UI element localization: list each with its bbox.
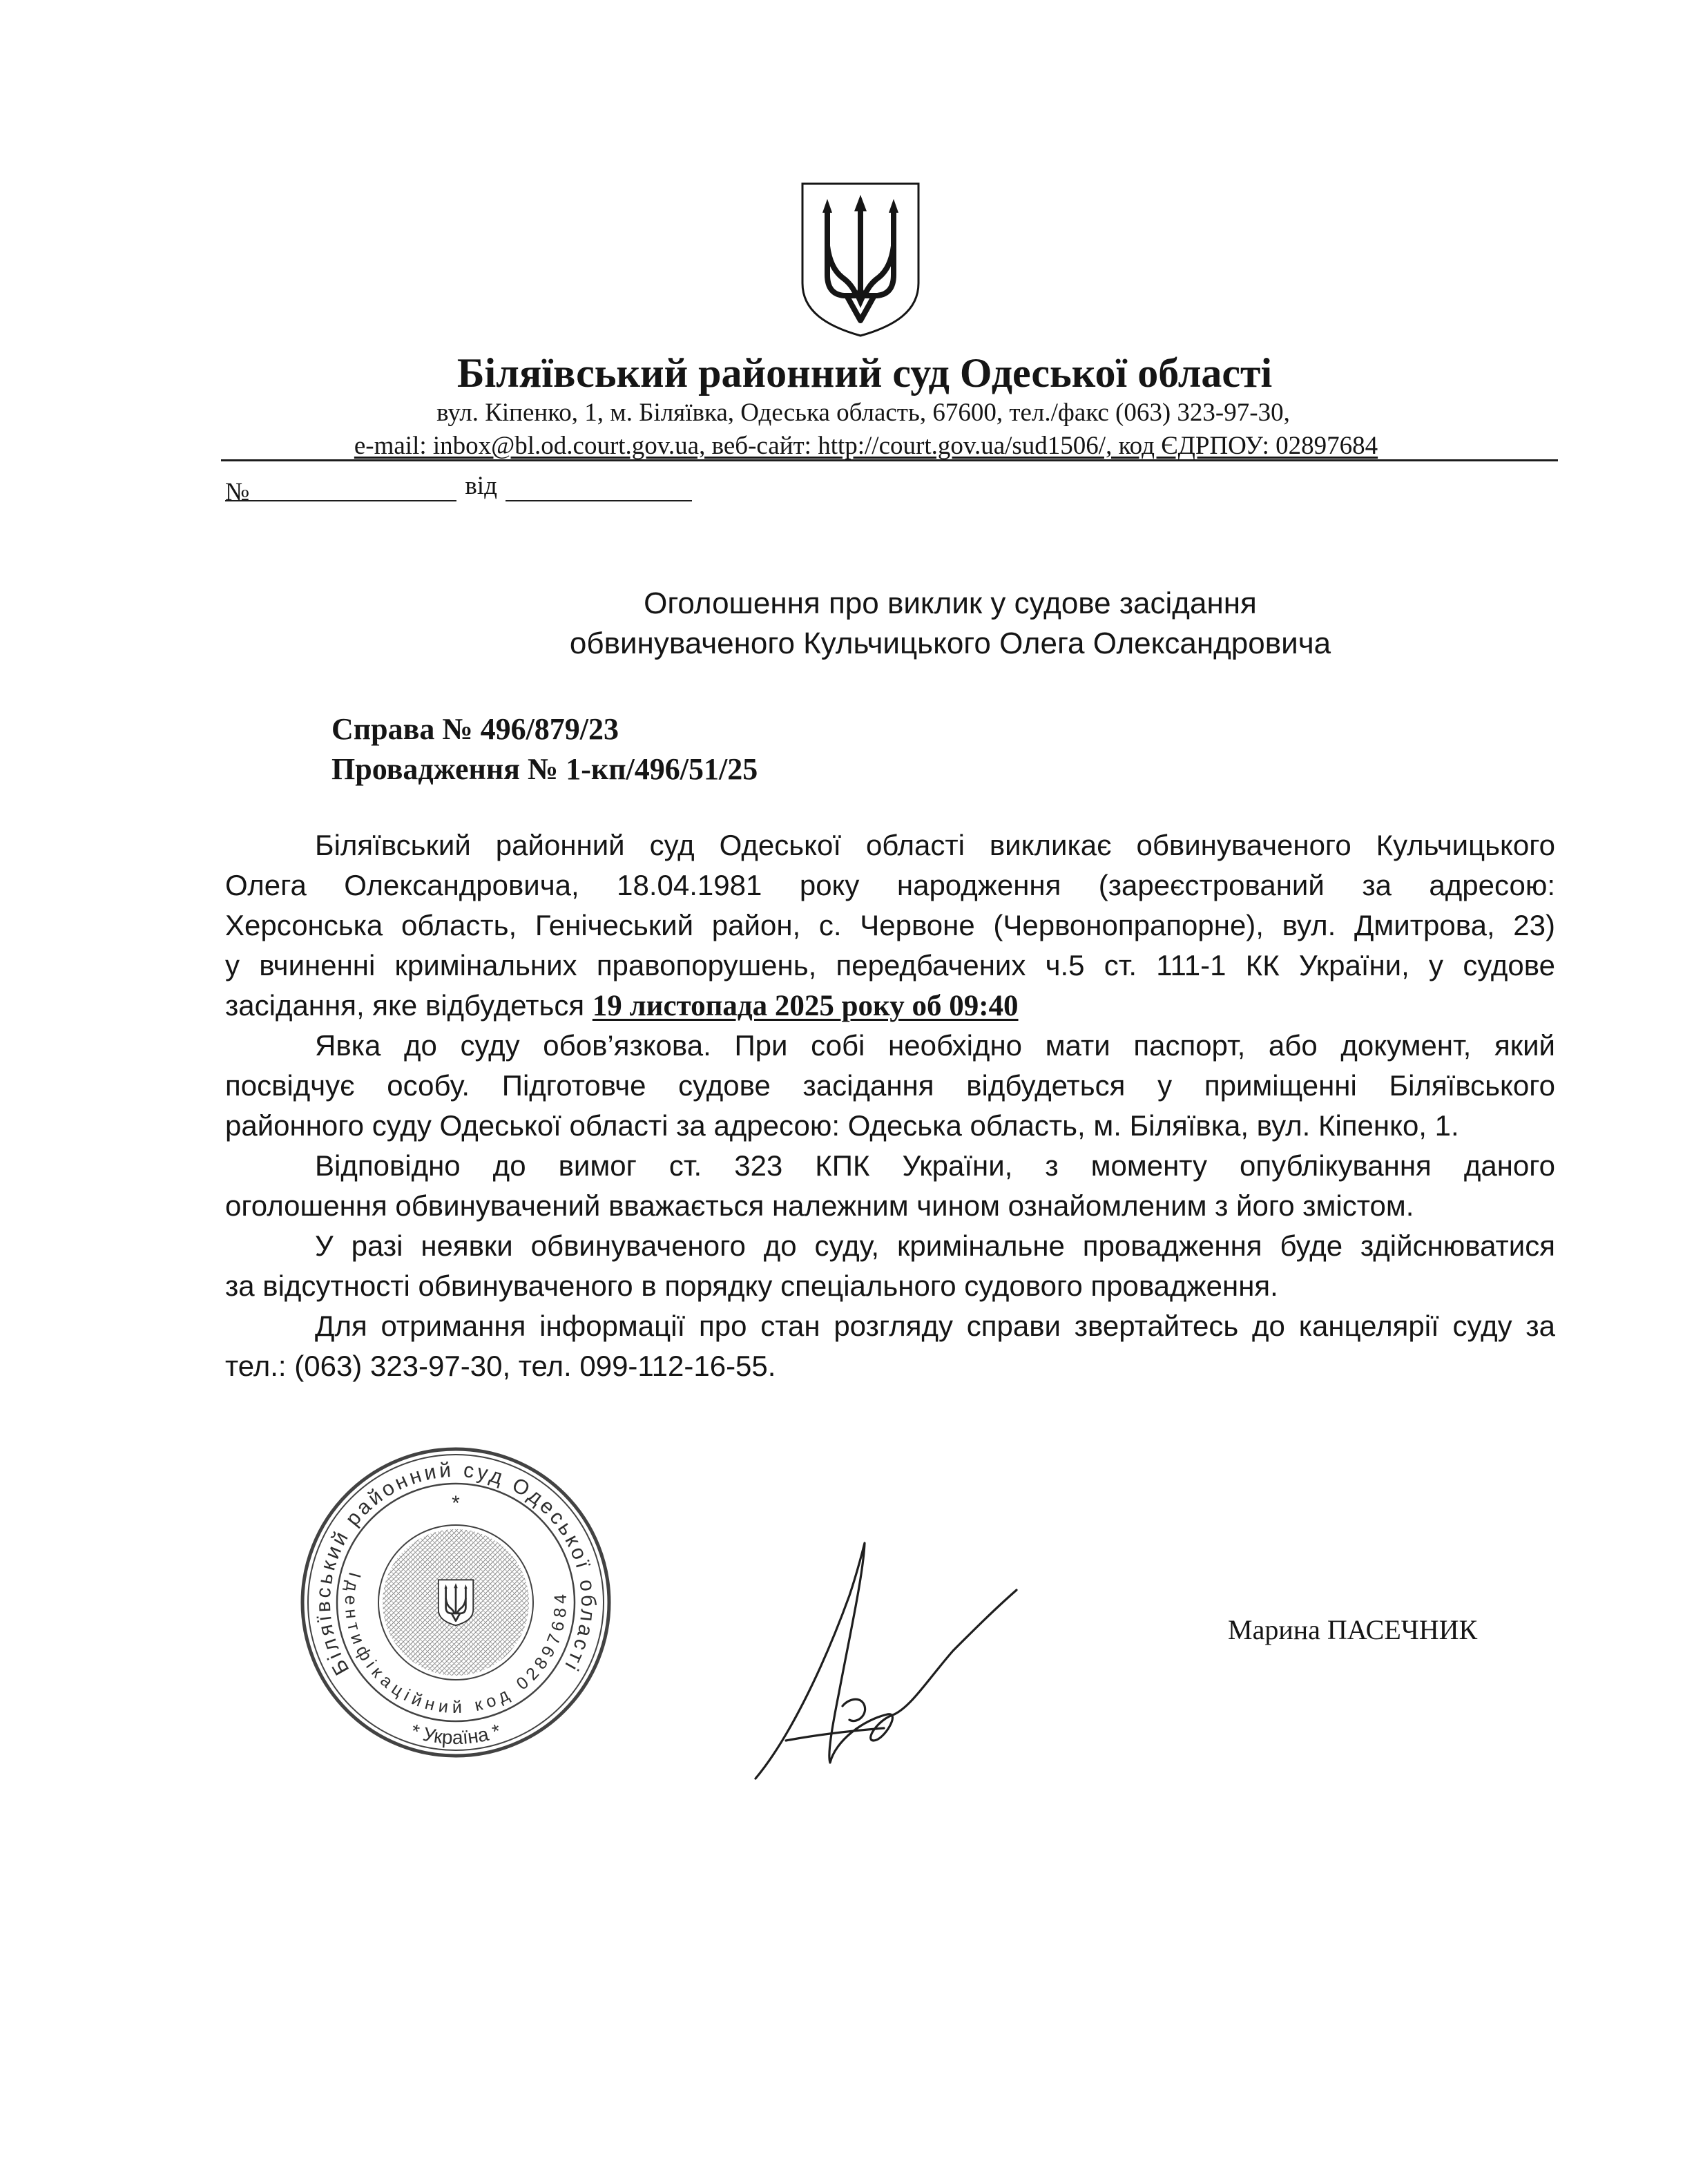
paragraph-legal-basis xyxy=(225,1146,1555,1226)
reference-number-label: № xyxy=(225,478,250,506)
seal-bottom-text: * Україна * xyxy=(408,1720,503,1749)
svg-text:* Україна * xyxy=(408,1720,503,1748)
body-line: посвідчує особу. Підготовче судове засідання відбудеться у приміщенні Біляївського xyxy=(225,1069,1555,1102)
reference-number-field xyxy=(225,472,456,506)
body-line: Олега Олександровича, 18.04.1981 року народження (зареєстрований за адресою: xyxy=(225,869,1555,901)
body-line: оголошення обвинувачений вважається належним чином ознайомленим з його змістом. xyxy=(225,1189,1414,1222)
body-line: Для отримання інформації про стан розгляду справи звертайтесь до канцелярії суду за xyxy=(315,1310,1555,1342)
seal-trident-icon xyxy=(439,1580,473,1625)
case-number: Справа № 496/879/23 xyxy=(331,712,619,746)
seal-inner-text: Ідентифікаційний код 02897684 xyxy=(340,1570,571,1717)
paragraph-absence xyxy=(225,1226,1555,1306)
body-line: тел.: (063) 323-97-30, тел. 099-112-16-55. xyxy=(225,1350,776,1382)
hearing-lead: засідання, яке відбудеться xyxy=(225,989,585,1022)
body-line: У разі неявки обвинуваченого до суду, кримінальне провадження буде здійснюватися xyxy=(315,1229,1555,1262)
announcement-title xyxy=(432,584,1468,664)
ukraine-trident-icon xyxy=(798,180,923,340)
announcement-body xyxy=(225,825,1555,1386)
seal-star: * xyxy=(452,1492,460,1515)
reference-row xyxy=(225,471,692,506)
header-divider xyxy=(221,459,1558,461)
body-line: Відповідно до вимог ст. 323 КПК України, з моменту опублікування даного xyxy=(315,1149,1555,1182)
body-line: Явка до суду обов’язкова. При собі необхідно мати паспорт, або документ, який xyxy=(315,1029,1555,1062)
body-line: за відсутності обвинуваченого в порядку спеціального судового провадження. xyxy=(225,1270,1278,1302)
proceeding-number: Провадження № 1-кп/496/51/25 xyxy=(331,752,758,786)
paragraph-summons xyxy=(225,825,1555,1026)
announcement-title-line: Оголошення про виклик у судове засідання xyxy=(644,586,1257,620)
court-seal xyxy=(297,1444,615,1761)
body-line: Херсонська область, Генічеський район, с. Червоне (Червонопрапорне), вул. Дмитрова, 23) xyxy=(225,909,1555,941)
body-line-hearing xyxy=(225,986,1555,1026)
paragraph-attendance xyxy=(225,1026,1555,1146)
court-contacts xyxy=(175,431,1557,461)
announcement-title-line: обвинуваченого Кульчицького Олега Олександровича xyxy=(569,626,1331,660)
court-contacts-text: e-mail: inbox@bl.od.court.gov.ua, веб-сайт: http://court.gov.ua/sud1506/, код ЄДРПОУ: 02897684 xyxy=(354,432,1378,460)
handwritten-signature-icon xyxy=(746,1533,1022,1789)
paragraph-contacts xyxy=(225,1306,1555,1386)
court-name: Біляївський районний суд Одеської області xyxy=(456,350,1273,396)
body-line: Біляївський районний суд Одеської області викликає обвинуваченого Кульчицького xyxy=(315,829,1555,861)
body-line: у вчиненні кримінальних правопорушень, передбачених ч.5 ст. 111-1 КК України, у судове xyxy=(225,949,1555,981)
reference-date-blank xyxy=(506,472,692,501)
hearing-datetime: 19 листопада 2025 року об 09:40 xyxy=(592,990,1019,1022)
body-line: районного суду Одеської області за адресою: Одеська область, м. Біляївка, вул. Кіпенко, 1. xyxy=(225,1109,1459,1142)
case-identifiers xyxy=(331,709,758,789)
reference-number-blank xyxy=(249,472,456,500)
reference-date-label: від xyxy=(465,472,497,500)
seal-outer-text: Біляївський районний суд Одеської області xyxy=(311,1458,600,1679)
court-address: вул. Кіпенко, 1, м. Біляївка, Одеська область, 67600, тел./факс (063) 323-97-30, xyxy=(436,399,1290,427)
signatory-name: Марина ПАСЕЧНИК xyxy=(1228,1614,1478,1645)
